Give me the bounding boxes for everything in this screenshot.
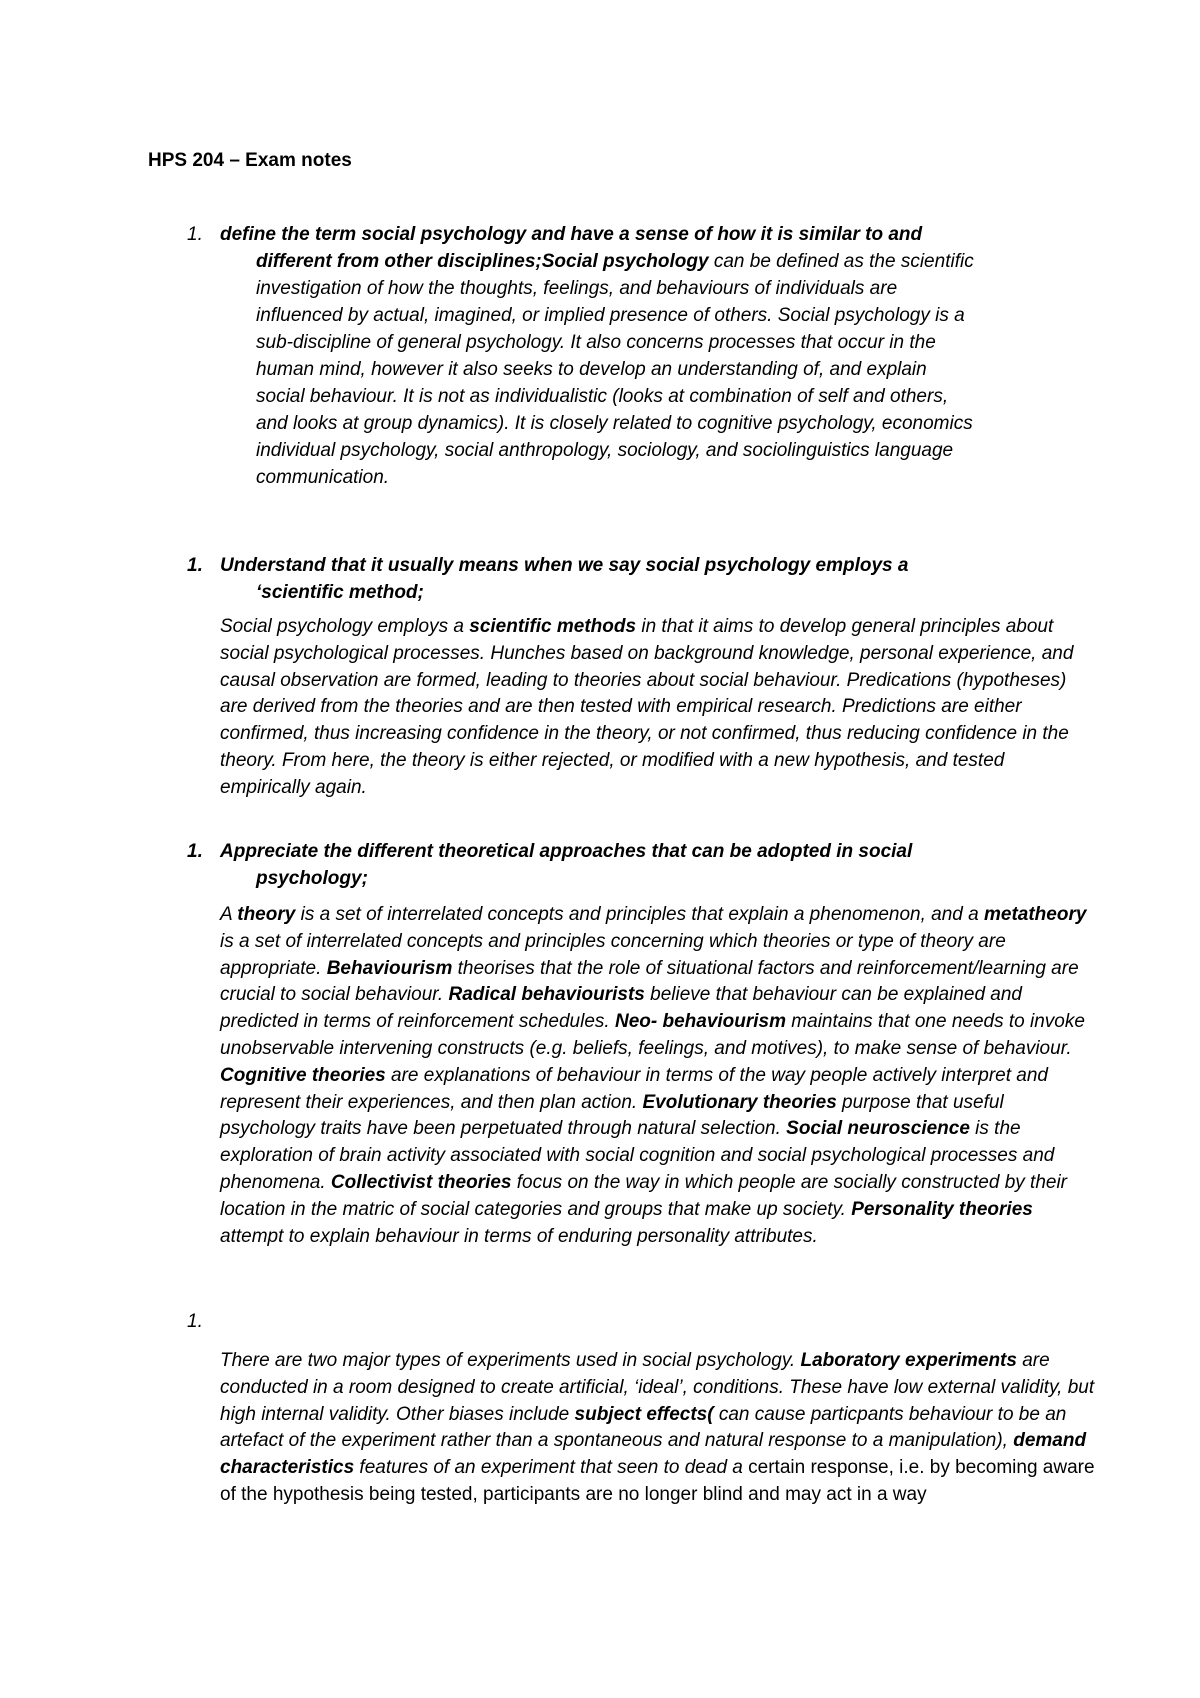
seg: focus on the way in which people are socially constructed by their location in the matric of social categories and groups that make up society. <box>220 1171 1068 1220</box>
bold-term: metatheory <box>984 904 1087 925</box>
seg: maintains that one needs to invoke unobservable intervening constructs (e.g. beliefs, feelings, and motives), to make sense of behaviour. <box>220 1011 1085 1059</box>
inline-term: Social psychology <box>541 251 709 272</box>
seg: features of an experiment that seen to dead a <box>354 1457 749 1479</box>
bold-term: Radical behaviourists <box>448 984 645 1006</box>
bold-term: demand characteristics <box>220 1430 1087 1479</box>
section-2-paragraph <box>220 614 1088 802</box>
section-4-paragraph <box>220 1348 1100 1509</box>
seg: can cause particpants behaviour to be an artefact of the experiment rather than a spontaneous and natural response to a manipulation), <box>220 1403 1067 1452</box>
body-line: individual psychology, social anthropology, sociology, and sociolinguistics language <box>256 440 954 461</box>
list-number: 1. <box>187 224 203 245</box>
paragraph-text: Social psychology employs a <box>220 616 470 637</box>
bold-term: theory <box>237 904 296 925</box>
bold-term: Evolutionary theories <box>642 1091 837 1113</box>
seg: is a set of interrelated concepts and principles that explain a phenomenon, and a <box>295 904 984 925</box>
bold-term: Collectivist theories <box>330 1171 512 1193</box>
section-heading-line1: define the term social psychology and have a sense of how it is similar to and <box>220 224 923 245</box>
seg: are conducted in a room designed to create artificial, ‘ideal’, conditions. These have low external validity, but high internal validity. Other biases include <box>220 1350 1095 1425</box>
seg: A <box>220 904 238 925</box>
bold-term: Behaviourism <box>326 957 453 979</box>
seg: believe that behaviour can be explained and predicted in terms of reinforcement schedules. <box>220 984 1022 1033</box>
section-heading-line1: Appreciate the different theoretical approaches that can be adopted in social <box>220 841 913 862</box>
document-title: HPS 204 – Exam notes <box>148 150 352 171</box>
section-heading-line2: psychology; <box>256 868 368 889</box>
bold-term: Neo- behaviourism <box>614 1011 787 1033</box>
seg: purpose that useful psychology traits have been perpetuated through natural selection. <box>220 1091 1004 1140</box>
body-line: human mind, however it also seeks to develop an understanding of, and explain <box>256 359 927 380</box>
bold-term: subject effects( <box>574 1403 714 1425</box>
bold-term: scientific methods <box>469 616 637 637</box>
body-line: and looks at group dynamics). It is closely related to cognitive psychology, economics <box>256 413 973 434</box>
paragraph-text: in that it aims to develop general principles about social psychological processes. Hunches based on background knowledge, personal experience, and causal observation are formed, leading to theories about social behaviour. Predications (hypotheses) are derived from the theories and are then tested with empirical research. Predictions are either confirmed, thus increasing confidence in the theory, or not confirmed, thus reducing confidence in the theory. From here, the theory is either rejected, or modified with a new hypothesis, and tested empirically again. <box>220 616 1074 798</box>
upright-text: certain response, i.e. by becoming aware of the hypothesis being tested, participants are no longer blind and may act in a way <box>220 1457 1095 1505</box>
bold-term: Laboratory experiments <box>800 1350 1017 1371</box>
body-line: sub-discipline of general psychology. It also concerns processes that occur in the <box>256 332 936 353</box>
section-heading-line1: Understand that it usually means when we say social psychology employs a <box>220 555 909 576</box>
seg: There are two major types of experiments used in social psychology. <box>220 1350 801 1371</box>
bold-term: Personality theories <box>851 1198 1033 1220</box>
body-line: social behaviour. It is not as individualistic (looks at combination of self and others, <box>256 386 949 407</box>
section-2-heading <box>220 552 1100 606</box>
list-number: 1. <box>187 841 203 862</box>
section-heading-line2: ‘scientific method; <box>256 582 424 603</box>
section-heading-line2: different from other disciplines; <box>256 251 542 272</box>
bold-term: Cognitive theories <box>220 1064 386 1086</box>
seg: are explanations of behaviour in terms of the way people actively interpret and represent their experiences, and then plan action. <box>220 1064 1048 1113</box>
body-line: communication. <box>256 467 390 488</box>
list-number: 1. <box>187 555 203 576</box>
body-line: influenced by actual, imagined, or implied presence of others. Social psychology is a <box>256 305 965 326</box>
bold-term: Social neuroscience <box>786 1118 970 1140</box>
section-1-text <box>220 221 1100 491</box>
body-line: investigation of how the thoughts, feelings, and behaviours of individuals are <box>256 278 898 299</box>
section-3-heading <box>220 838 1100 892</box>
seg: is the exploration of brain activity associated with social cognition and social psychological processes and phenomena. <box>220 1118 1055 1193</box>
body-line: can be defined as the scientific <box>708 251 974 272</box>
seg: attempt to explain behaviour in terms of enduring personality attributes. <box>220 1225 818 1247</box>
section-3-paragraph <box>220 902 1100 1250</box>
seg: is a set of interrelated concepts and principles concerning which theories or type of theory are appropriate. <box>220 930 1006 979</box>
list-number: 1. <box>187 1311 203 1332</box>
seg: theorises that the role of situational factors and reinforcement/learning are crucial to social behaviour. <box>220 957 1079 1006</box>
